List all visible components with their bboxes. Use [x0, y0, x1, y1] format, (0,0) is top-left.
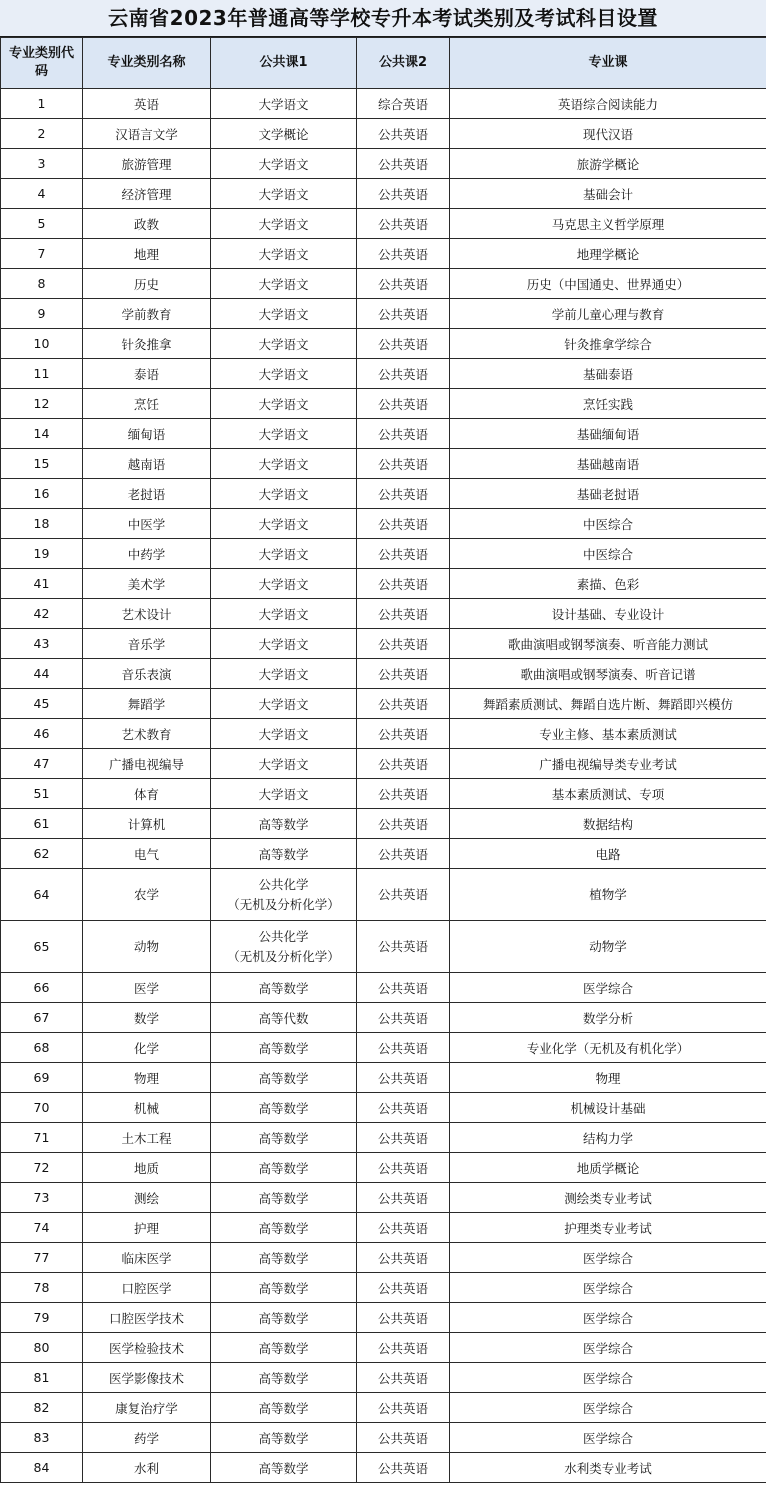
- table-row: [1, 449, 766, 479]
- table-row: [1, 149, 766, 179]
- cell-pub2: 公共英语: [357, 359, 450, 389]
- cell-name: 历史: [83, 269, 211, 299]
- cell-code: 2: [1, 119, 83, 149]
- exam-subjects-table: [0, 37, 766, 1483]
- cell-major: 烹饪实践: [450, 389, 766, 419]
- cell-code: 74: [1, 1213, 83, 1243]
- cell-pub1: [211, 921, 357, 973]
- table-row: [1, 389, 766, 419]
- cell-major: 数据结构: [450, 809, 766, 839]
- table-row: [1, 479, 766, 509]
- cell-pub2: 公共英语: [357, 719, 450, 749]
- cell-name: 汉语言文学: [83, 119, 211, 149]
- cell-major: 基础越南语: [450, 449, 766, 479]
- cell-name: 美术学: [83, 569, 211, 599]
- cell-code: 83: [1, 1423, 83, 1453]
- cell-code: 4: [1, 179, 83, 209]
- table-row: [1, 509, 766, 539]
- cell-major: 专业化学（无机及有机化学）: [450, 1033, 766, 1063]
- cell-code: 67: [1, 1003, 83, 1033]
- cell-pub1: 大学语文: [211, 779, 357, 809]
- cell-pub1: 大学语文: [211, 749, 357, 779]
- cell-pub2: 公共英语: [357, 389, 450, 419]
- cell-major: 护理类专业考试: [450, 1213, 766, 1243]
- table-row: [1, 1363, 766, 1393]
- cell-pub1: 大学语文: [211, 149, 357, 179]
- cell-pub2: 公共英语: [357, 539, 450, 569]
- table-row: [1, 419, 766, 449]
- cell-name: 药学: [83, 1423, 211, 1453]
- cell-name: 经济管理: [83, 179, 211, 209]
- cell-major: 现代汉语: [450, 119, 766, 149]
- cell-name: 水利: [83, 1453, 211, 1483]
- cell-major: 动物学: [450, 921, 766, 973]
- cell-major: 专业主修、基本素质测试: [450, 719, 766, 749]
- cell-name: 越南语: [83, 449, 211, 479]
- cell-code: 5: [1, 209, 83, 239]
- cell-major: 中医综合: [450, 539, 766, 569]
- cell-code: 51: [1, 779, 83, 809]
- table-row: [1, 719, 766, 749]
- table-row: [1, 973, 766, 1003]
- cell-major: 素描、色彩: [450, 569, 766, 599]
- cell-pub2: 公共英语: [357, 921, 450, 973]
- table-row: [1, 1393, 766, 1423]
- cell-code: 11: [1, 359, 83, 389]
- cell-code: 80: [1, 1333, 83, 1363]
- cell-name: 计算机: [83, 809, 211, 839]
- cell-name: 农学: [83, 869, 211, 921]
- cell-pub1-line1: 公共化学: [258, 876, 309, 892]
- cell-pub2: 公共英语: [357, 1183, 450, 1213]
- table-row: [1, 921, 766, 973]
- cell-code: 47: [1, 749, 83, 779]
- cell-name: 老挝语: [83, 479, 211, 509]
- table-row: [1, 779, 766, 809]
- cell-code: 10: [1, 329, 83, 359]
- cell-pub1: 大学语文: [211, 209, 357, 239]
- cell-pub1: 高等数学: [211, 1273, 357, 1303]
- table-row: [1, 1153, 766, 1183]
- cell-name: 烹饪: [83, 389, 211, 419]
- cell-pub2: 公共英语: [357, 119, 450, 149]
- cell-major: 水利类专业考试: [450, 1453, 766, 1483]
- cell-code: 46: [1, 719, 83, 749]
- cell-pub1: 高等代数: [211, 1003, 357, 1033]
- cell-name: 康复治疗学: [83, 1393, 211, 1423]
- table-row: [1, 1273, 766, 1303]
- cell-major: 基础老挝语: [450, 479, 766, 509]
- cell-pub1: 高等数学: [211, 1243, 357, 1273]
- cell-major: 针灸推拿学综合: [450, 329, 766, 359]
- cell-major: 电路: [450, 839, 766, 869]
- table-row: [1, 1123, 766, 1153]
- cell-pub1: [211, 869, 357, 921]
- cell-code: 7: [1, 239, 83, 269]
- cell-pub2: 公共英语: [357, 149, 450, 179]
- cell-code: 9: [1, 299, 83, 329]
- header-name: 专业类别名称: [83, 38, 211, 89]
- cell-pub2: 公共英语: [357, 419, 450, 449]
- table-body: [1, 89, 766, 1483]
- table-row: [1, 749, 766, 779]
- cell-pub1: 大学语文: [211, 599, 357, 629]
- cell-code: 3: [1, 149, 83, 179]
- cell-major: 学前儿童心理与教育: [450, 299, 766, 329]
- page-title: 云南省2023年普通高等学校专升本考试类别及考试科目设置: [0, 0, 766, 37]
- table-row: [1, 239, 766, 269]
- cell-pub1: 大学语文: [211, 179, 357, 209]
- cell-name: 数学: [83, 1003, 211, 1033]
- cell-major: 医学综合: [450, 1393, 766, 1423]
- cell-code: 79: [1, 1303, 83, 1333]
- cell-pub1: 大学语文: [211, 509, 357, 539]
- cell-major: 物理: [450, 1063, 766, 1093]
- cell-pub2: 公共英语: [357, 569, 450, 599]
- cell-pub1: 高等数学: [211, 1333, 357, 1363]
- cell-pub1: 大学语文: [211, 89, 357, 119]
- cell-pub1: 高等数学: [211, 1093, 357, 1123]
- cell-name: 广播电视编导: [83, 749, 211, 779]
- cell-pub2: 公共英语: [357, 449, 450, 479]
- cell-pub2: 公共英语: [357, 1333, 450, 1363]
- cell-pub1: 高等数学: [211, 1213, 357, 1243]
- cell-major: 医学综合: [450, 1273, 766, 1303]
- header-pub1: 公共课1: [211, 38, 357, 89]
- cell-name: 音乐学: [83, 629, 211, 659]
- cell-pub1: 大学语文: [211, 719, 357, 749]
- cell-code: 81: [1, 1363, 83, 1393]
- cell-pub1: 高等数学: [211, 1153, 357, 1183]
- cell-pub1: 大学语文: [211, 659, 357, 689]
- cell-code: 15: [1, 449, 83, 479]
- cell-pub2: 公共英语: [357, 869, 450, 921]
- cell-name: 泰语: [83, 359, 211, 389]
- cell-major: 广播电视编导类专业考试: [450, 749, 766, 779]
- cell-major: 舞蹈素质测试、舞蹈自选片断、舞蹈即兴模仿: [450, 689, 766, 719]
- cell-code: 71: [1, 1123, 83, 1153]
- cell-major: 医学综合: [450, 1423, 766, 1453]
- cell-pub2: 公共英语: [357, 973, 450, 1003]
- cell-major: 中医综合: [450, 509, 766, 539]
- table-row: [1, 659, 766, 689]
- cell-pub1-line1: 公共化学: [258, 928, 309, 944]
- cell-name: 艺术教育: [83, 719, 211, 749]
- cell-pub2: 公共英语: [357, 1243, 450, 1273]
- table-row: [1, 1183, 766, 1213]
- cell-pub2: 公共英语: [357, 1453, 450, 1483]
- table-row: [1, 1063, 766, 1093]
- cell-pub1: 大学语文: [211, 359, 357, 389]
- cell-pub1: 大学语文: [211, 569, 357, 599]
- cell-pub1: 高等数学: [211, 1453, 357, 1483]
- table-row: [1, 689, 766, 719]
- table-row: [1, 809, 766, 839]
- cell-pub2: 公共英语: [357, 1093, 450, 1123]
- cell-code: 84: [1, 1453, 83, 1483]
- cell-pub2: 公共英语: [357, 1363, 450, 1393]
- cell-major: 医学综合: [450, 1303, 766, 1333]
- cell-pub1: 高等数学: [211, 1393, 357, 1423]
- cell-pub2: 公共英语: [357, 1213, 450, 1243]
- cell-pub2: 公共英语: [357, 509, 450, 539]
- cell-pub1: 高等数学: [211, 1363, 357, 1393]
- cell-pub2: 公共英语: [357, 479, 450, 509]
- cell-pub2: 公共英语: [357, 1153, 450, 1183]
- cell-major: 医学综合: [450, 1333, 766, 1363]
- cell-code: 65: [1, 921, 83, 973]
- cell-major: 基础会计: [450, 179, 766, 209]
- cell-pub2: 公共英语: [357, 329, 450, 359]
- cell-name: 音乐表演: [83, 659, 211, 689]
- table-row: [1, 299, 766, 329]
- cell-pub2: 公共英语: [357, 1123, 450, 1153]
- cell-code: 64: [1, 869, 83, 921]
- cell-pub2: 公共英语: [357, 239, 450, 269]
- cell-name: 针灸推拿: [83, 329, 211, 359]
- cell-code: 45: [1, 689, 83, 719]
- cell-code: 43: [1, 629, 83, 659]
- table-row: [1, 269, 766, 299]
- table-row: [1, 1033, 766, 1063]
- cell-name: 医学影像技术: [83, 1363, 211, 1393]
- cell-major: 基本素质测试、专项: [450, 779, 766, 809]
- cell-pub1: 大学语文: [211, 389, 357, 419]
- cell-pub1: 高等数学: [211, 1423, 357, 1453]
- table-row: [1, 359, 766, 389]
- table-row: [1, 539, 766, 569]
- table-row: [1, 1303, 766, 1333]
- cell-pub1: 大学语文: [211, 539, 357, 569]
- cell-pub1: 大学语文: [211, 629, 357, 659]
- cell-pub2: 公共英语: [357, 209, 450, 239]
- cell-pub2: 公共英语: [357, 1273, 450, 1303]
- cell-pub2: 公共英语: [357, 1063, 450, 1093]
- cell-name: 动物: [83, 921, 211, 973]
- table-row: [1, 179, 766, 209]
- cell-name: 地理: [83, 239, 211, 269]
- cell-major: 医学综合: [450, 973, 766, 1003]
- cell-name: 临床医学: [83, 1243, 211, 1273]
- table-row: [1, 89, 766, 119]
- cell-pub2: 公共英语: [357, 1003, 450, 1033]
- cell-code: 73: [1, 1183, 83, 1213]
- table-row: [1, 209, 766, 239]
- cell-major: 地质学概论: [450, 1153, 766, 1183]
- cell-pub1: 高等数学: [211, 973, 357, 1003]
- cell-name: 学前教育: [83, 299, 211, 329]
- cell-major: 歌曲演唱或钢琴演奏、听音能力测试: [450, 629, 766, 659]
- table-row: [1, 1003, 766, 1033]
- cell-pub2: 公共英语: [357, 1033, 450, 1063]
- cell-major: 数学分析: [450, 1003, 766, 1033]
- cell-pub2: 公共英语: [357, 839, 450, 869]
- cell-major: 基础泰语: [450, 359, 766, 389]
- cell-pub1-line2: （无机及分析化学）: [227, 896, 340, 912]
- cell-pub2: 公共英语: [357, 809, 450, 839]
- table-row: [1, 599, 766, 629]
- cell-pub1: 大学语文: [211, 269, 357, 299]
- cell-major: 测绘类专业考试: [450, 1183, 766, 1213]
- cell-code: 42: [1, 599, 83, 629]
- cell-pub1: 高等数学: [211, 1303, 357, 1333]
- cell-code: 14: [1, 419, 83, 449]
- cell-name: 缅甸语: [83, 419, 211, 449]
- table-row: [1, 1453, 766, 1483]
- cell-pub1: 大学语文: [211, 299, 357, 329]
- cell-code: 16: [1, 479, 83, 509]
- cell-code: 62: [1, 839, 83, 869]
- cell-name: 中药学: [83, 539, 211, 569]
- cell-name: 地质: [83, 1153, 211, 1183]
- cell-pub2: 公共英语: [357, 749, 450, 779]
- table-row: [1, 629, 766, 659]
- cell-pub1: 文学概论: [211, 119, 357, 149]
- cell-pub2: 公共英语: [357, 1303, 450, 1333]
- cell-code: 8: [1, 269, 83, 299]
- cell-pub1: 大学语文: [211, 689, 357, 719]
- cell-name: 政教: [83, 209, 211, 239]
- table-row: [1, 1333, 766, 1363]
- cell-major: 机械设计基础: [450, 1093, 766, 1123]
- table-row: [1, 569, 766, 599]
- cell-code: 68: [1, 1033, 83, 1063]
- cell-major: 历史（中国通史、世界通史）: [450, 269, 766, 299]
- cell-name: 测绘: [83, 1183, 211, 1213]
- cell-code: 72: [1, 1153, 83, 1183]
- cell-pub2: 公共英语: [357, 779, 450, 809]
- cell-code: 77: [1, 1243, 83, 1273]
- cell-name: 英语: [83, 89, 211, 119]
- cell-code: 41: [1, 569, 83, 599]
- cell-pub1: 高等数学: [211, 809, 357, 839]
- cell-name: 物理: [83, 1063, 211, 1093]
- cell-major: 旅游学概论: [450, 149, 766, 179]
- cell-pub1: 大学语文: [211, 329, 357, 359]
- cell-pub2: 公共英语: [357, 269, 450, 299]
- cell-name: 医学检验技术: [83, 1333, 211, 1363]
- cell-name: 化学: [83, 1033, 211, 1063]
- cell-major: 歌曲演唱或钢琴演奏、听音记谱: [450, 659, 766, 689]
- table-row: [1, 869, 766, 921]
- header-pub2: 公共课2: [357, 38, 450, 89]
- cell-pub2: 公共英语: [357, 1393, 450, 1423]
- cell-name: 机械: [83, 1093, 211, 1123]
- cell-code: 70: [1, 1093, 83, 1123]
- cell-name: 口腔医学: [83, 1273, 211, 1303]
- cell-pub1: 高等数学: [211, 1033, 357, 1063]
- cell-pub1: 高等数学: [211, 1123, 357, 1153]
- table-row: [1, 1243, 766, 1273]
- cell-pub1: 大学语文: [211, 239, 357, 269]
- cell-major: 基础缅甸语: [450, 419, 766, 449]
- cell-code: 61: [1, 809, 83, 839]
- table-row: [1, 1423, 766, 1453]
- table-row: [1, 1093, 766, 1123]
- table-row: [1, 1213, 766, 1243]
- cell-major: 结构力学: [450, 1123, 766, 1153]
- header-major: 专业课: [450, 38, 766, 89]
- cell-name: 中医学: [83, 509, 211, 539]
- header-code: 专业类别代码: [1, 38, 83, 89]
- cell-pub2: 公共英语: [357, 659, 450, 689]
- cell-code: 18: [1, 509, 83, 539]
- cell-pub2: 公共英语: [357, 299, 450, 329]
- cell-major: 医学综合: [450, 1363, 766, 1393]
- cell-major: 英语综合阅读能力: [450, 89, 766, 119]
- cell-code: 19: [1, 539, 83, 569]
- cell-pub2: 公共英语: [357, 179, 450, 209]
- cell-major: 马克思主义哲学原理: [450, 209, 766, 239]
- cell-name: 艺术设计: [83, 599, 211, 629]
- cell-pub2: 综合英语: [357, 89, 450, 119]
- cell-name: 医学: [83, 973, 211, 1003]
- cell-pub1: 大学语文: [211, 449, 357, 479]
- cell-name: 旅游管理: [83, 149, 211, 179]
- cell-major: 医学综合: [450, 1243, 766, 1273]
- cell-major: 地理学概论: [450, 239, 766, 269]
- cell-pub1-line2: （无机及分析化学）: [227, 948, 340, 964]
- cell-name: 电气: [83, 839, 211, 869]
- cell-code: 12: [1, 389, 83, 419]
- cell-code: 66: [1, 973, 83, 1003]
- table-row: [1, 119, 766, 149]
- cell-code: 1: [1, 89, 83, 119]
- cell-pub2: 公共英语: [357, 1423, 450, 1453]
- cell-name: 舞蹈学: [83, 689, 211, 719]
- cell-pub1: 大学语文: [211, 419, 357, 449]
- table-header-row: [1, 38, 766, 89]
- cell-code: 82: [1, 1393, 83, 1423]
- cell-code: 69: [1, 1063, 83, 1093]
- cell-name: 体育: [83, 779, 211, 809]
- cell-pub2: 公共英语: [357, 689, 450, 719]
- cell-pub1: 高等数学: [211, 1183, 357, 1213]
- cell-code: 44: [1, 659, 83, 689]
- cell-pub2: 公共英语: [357, 629, 450, 659]
- cell-pub1: 大学语文: [211, 479, 357, 509]
- cell-pub1: 高等数学: [211, 1063, 357, 1093]
- table-row: [1, 329, 766, 359]
- cell-name: 土木工程: [83, 1123, 211, 1153]
- table-row: [1, 839, 766, 869]
- cell-pub2: 公共英语: [357, 599, 450, 629]
- cell-name: 护理: [83, 1213, 211, 1243]
- cell-major: 设计基础、专业设计: [450, 599, 766, 629]
- cell-major: 植物学: [450, 869, 766, 921]
- cell-name: 口腔医学技术: [83, 1303, 211, 1333]
- cell-pub1: 高等数学: [211, 839, 357, 869]
- cell-code: 78: [1, 1273, 83, 1303]
